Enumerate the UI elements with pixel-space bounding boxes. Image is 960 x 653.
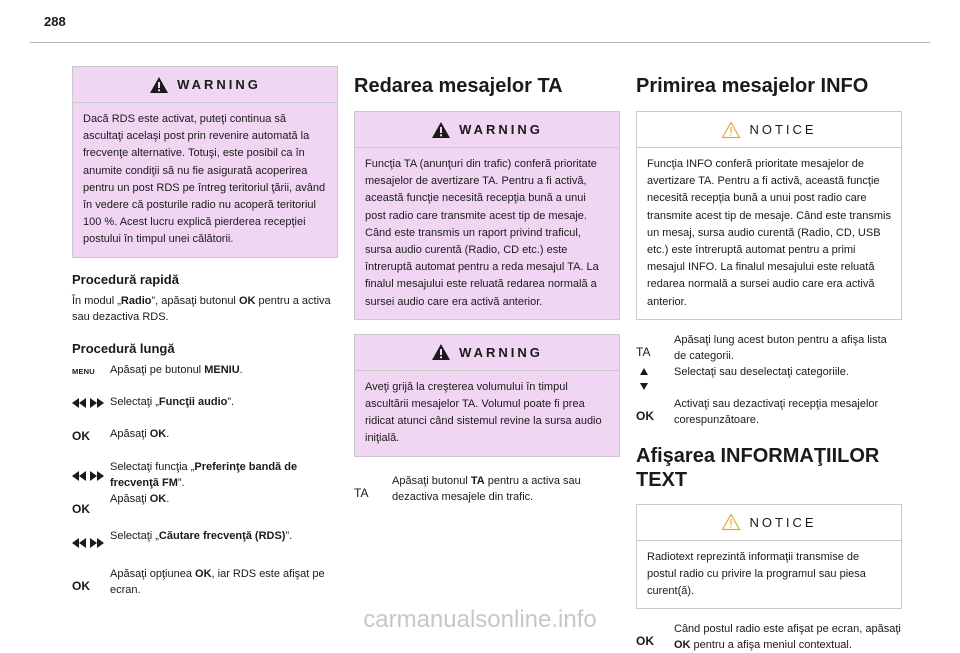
step-text: Apăsaţi OK. [110, 427, 170, 440]
step-rds-search [72, 528, 338, 548]
ta-button-icon: TA [636, 344, 651, 359]
ok-button-icon: OK [72, 501, 90, 516]
ok-button-icon: OK [72, 578, 90, 593]
warning-triangle-icon [149, 76, 169, 94]
notice-header [637, 505, 901, 541]
up-down-arrows-icon [640, 368, 648, 390]
notice-header [637, 112, 901, 148]
column-2 [354, 66, 620, 505]
quick-procedure-text: În modul „Radio”, apăsaţi butonul OK pentru a activa sau dezactiva RDS. [72, 294, 331, 323]
quick-procedure-title: Procedură rapidă [72, 271, 179, 287]
step-text: Apăsaţi lung acest buton pentru a afişa lista de categorii. [674, 333, 887, 362]
step-select-categories [636, 364, 902, 390]
step-menu [72, 362, 338, 380]
step-text: Apăsaţi opţiunea OK, iar RDS este afişat pe ecran. [110, 567, 325, 596]
menu-button-icon: MENU [72, 366, 95, 376]
notice-box-info [636, 111, 902, 320]
long-procedure-title: Procedură lungă [72, 340, 175, 356]
warning-header [355, 335, 619, 371]
ok-button-icon: OK [636, 408, 654, 423]
warning-header [73, 67, 337, 103]
ta-button-icon: TA [354, 485, 369, 500]
notice-triangle-icon [721, 121, 741, 139]
notice-box-radiotext [636, 504, 902, 610]
step-text: Când postul radio este afişat pe ecran, apăsaţi OK pentru a afişa meniul contextual. [674, 623, 901, 652]
step-text: Apăsaţi butonul TA pentru a activa sau dezactiva mesajele din trafic. [392, 474, 581, 503]
warning-text: Funcţia TA (anunţuri din trafic) conferă prioritate mesajelor de avertizare TA. Pentru a fi activă, această funcţie necesită recepţia bună a unui post radio care transmite acest tip de mesaje. Când este transmis un raport privind traficul, sursa audio curentă (Radio, CD etc.) este întreruptă automat pentru a reda mesajul TA. La finalul mesajului este reluată redarea normală a sursei audio care era activă anterior. [355, 148, 619, 319]
step-fm-preferences [72, 459, 338, 491]
warning-box-ta [354, 111, 620, 320]
warning-triangle-icon [431, 343, 451, 361]
ta-messages-title: Redarea mesajelor TA [354, 75, 563, 97]
step-text: Selectaţi sau deselectaţi categoriile. [674, 365, 849, 378]
step-text: Selectaţi „Căutare frecvenţă (RDS)”. [110, 529, 293, 542]
step-ok-2 [72, 491, 338, 517]
warning-text: Aveţi grijă la creşterea volumului în timpul ascultării mesajelor TA. Volumul poate fi prea ridicat atunci când sistemul revine la sursa audio iniţială. [355, 371, 619, 456]
step-text: Activaţi sau dezactivaţi recepţia mesajelor corespunzătoare. [674, 397, 879, 426]
step-ok-3 [72, 566, 338, 598]
step-text: Selectaţi funcţia „Preferinţe bandă de frecvenţă FM”. [110, 460, 298, 489]
warning-header [355, 112, 619, 148]
left-right-arrows-icon [72, 538, 104, 548]
step-audio-functions [72, 394, 338, 410]
left-right-arrows-icon [72, 471, 104, 481]
warning-box-rds [72, 66, 338, 258]
warning-box-volume [354, 334, 620, 457]
warning-triangle-icon [431, 121, 451, 139]
step-text: Apăsaţi OK. [110, 492, 170, 505]
warning-label: WARNING [177, 77, 261, 92]
header-divider [30, 42, 930, 43]
page-number: 288 [44, 14, 66, 29]
column-1 [72, 66, 338, 598]
ok-button-icon: OK [636, 634, 654, 649]
left-right-arrows-icon [72, 398, 104, 408]
text-info-title: Afişarea INFORMAŢIILOR TEXT [636, 444, 880, 491]
watermark: carmanualsonline.info [363, 606, 597, 633]
notice-text: Funcţia INFO conferă prioritate mesajelor de avertizare TA. Pentru a fi activă, această funcţie necesită recepţia bună a unui post radio care transmite acest tip de mesaje. Când este transmis un mesaj, sursa audio curentă (Radio, CD, USB etc.) este întreruptă automat pentru a primi mesajul INFO. La finalul mesajului este reluată redarea normală a sursei audio care era activă anterior. [647, 158, 891, 308]
notice-triangle-icon [721, 513, 741, 531]
info-messages-title: Primirea mesajelor INFO [636, 75, 869, 97]
step-ok-activate [636, 396, 902, 428]
warning-label: WARNING [459, 344, 543, 360]
step-ta-button [354, 473, 620, 505]
warning-text: Dacă RDS este activat, puteţi continua să ascultaţi acelaşi post prin revenire automată la frecvenţe alternative. Totuşi, este posibil ca în anumite condiţii să nu fie asigurată acoperirea pentru un post RDS pe întreg teritoriul ţării, având în vedere că posturile radio nu acoperă teritoriul 100 %. Acest lucru explică pierderea recepţiei postului în timpul unei călătorii. [73, 103, 337, 257]
ok-button-icon: OK [72, 428, 90, 443]
warning-label: WARNING [459, 122, 543, 137]
notice-label: NOTICE [749, 514, 817, 530]
step-ta-long-press [636, 332, 902, 364]
column-3 [636, 66, 902, 653]
notice-text: Radiotext reprezintă informaţii transmise de postul radio cu privire la programul sau piesa curent(ă). [647, 550, 866, 598]
step-ok-1 [72, 426, 338, 444]
step-text: Apăsaţi pe butonul MENIU. [110, 363, 243, 376]
step-text: Selectaţi „Funcţii audio”. [110, 395, 235, 408]
notice-label: NOTICE [749, 122, 817, 137]
